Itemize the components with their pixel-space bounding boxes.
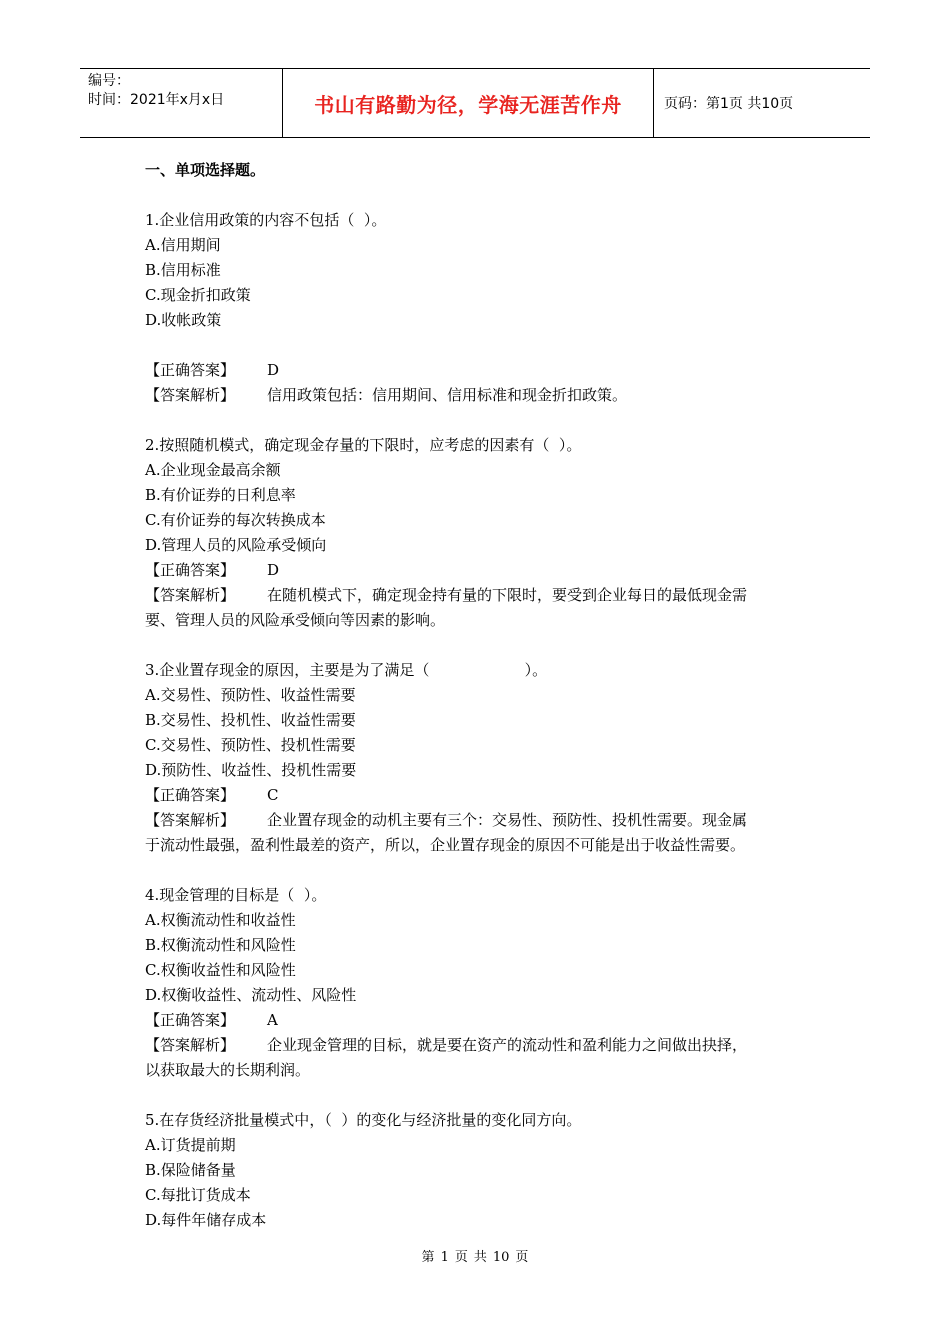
answer-value: C <box>267 786 279 804</box>
page-footer <box>0 1246 950 1265</box>
section-title: 一、单项选择题。 <box>145 161 266 179</box>
analysis-line <box>145 1033 815 1058</box>
option-d: D.预防性、收益性、投机性需要 <box>145 761 357 779</box>
header-motto: 书山有路勤为径，学海无涯苦作舟 <box>282 69 654 137</box>
option-b: B.交易性、投机性、收益性需要 <box>145 711 356 729</box>
option-a: A.信用期间 <box>145 236 221 254</box>
answer-label: 【正确答案】 <box>145 561 236 579</box>
answer-value: D <box>267 561 280 579</box>
question-stem: 1.企业信用政策的内容不包括（ ）。 <box>145 211 387 229</box>
answer-value: D <box>267 361 280 379</box>
question-stem: 2.按照随机模式，确定现金存量的下限时，应考虑的因素有（ ）。 <box>145 436 582 454</box>
option-b: B.权衡流动性和风险性 <box>145 936 296 954</box>
analysis-label: 【答案解析】 <box>145 386 236 404</box>
analysis-label: 【答案解析】 <box>145 811 236 829</box>
option-d: D.权衡收益性、流动性、风险性 <box>145 986 357 1004</box>
option-b: B.有价证券的日利息率 <box>145 486 296 504</box>
footer-total-pages: 10 <box>492 1250 510 1265</box>
footer-di: 第 <box>421 1250 435 1265</box>
analysis-line <box>145 383 815 408</box>
analysis-line <box>145 583 815 608</box>
footer-ye: 页 <box>454 1250 468 1265</box>
analysis-label: 【答案解析】 <box>145 1036 236 1054</box>
question-content <box>145 158 815 1258</box>
analysis-text: 信用政策包括：信用期间、信用标准和现金折扣政策。 <box>267 386 628 404</box>
analysis-label: 【答案解析】 <box>145 586 236 604</box>
question-4 <box>145 883 815 1083</box>
header-page-info: 页码：第1页 共10页 <box>664 96 794 112</box>
option-c: C.交易性、预防性、投机性需要 <box>145 736 356 754</box>
option-d: D.管理人员的风险承受倾向 <box>145 536 327 554</box>
answer-label: 【正确答案】 <box>145 1011 236 1029</box>
option-a: A.权衡流动性和收益性 <box>145 911 296 929</box>
footer-ye2: 页 <box>515 1250 529 1265</box>
analysis-text: 企业现金管理的目标，就是要在资产的流动性和盈利能力之间做出抉择， <box>267 1036 748 1054</box>
analysis-text: 在随机模式下，确定现金持有量的下限时，要受到企业每日的最低现金需 <box>267 586 748 604</box>
answer-value: A <box>267 1011 278 1029</box>
document-number: 编号： <box>88 73 130 89</box>
document-time: 时间：2021年x月x日 <box>88 92 225 108</box>
analysis-continuation: 于流动性最强，盈利性最差的资产，所以，企业置存现金的原因不可能是出于收益性需要。 <box>145 836 746 854</box>
footer-gong: 共 <box>473 1250 487 1265</box>
analysis-line <box>145 808 815 833</box>
question-2 <box>145 433 815 633</box>
question-stem: 5.在存货经济批量模式中，（ ）的变化与经济批量的变化同方向。 <box>145 1111 582 1129</box>
option-b: B.保险储备量 <box>145 1161 236 1179</box>
option-a: A.订货提前期 <box>145 1136 236 1154</box>
option-a: A.企业现金最高余额 <box>145 461 281 479</box>
header-meta <box>80 69 282 137</box>
question-3 <box>145 658 815 858</box>
analysis-continuation: 以获取最大的长期利润。 <box>145 1061 311 1079</box>
answer-label: 【正确答案】 <box>145 361 236 379</box>
page-header <box>80 68 870 138</box>
option-c: C.每批订货成本 <box>145 1186 251 1204</box>
blank-line <box>145 333 815 358</box>
question-stem: 4.现金管理的目标是（ ）。 <box>145 886 327 904</box>
option-b: B.信用标准 <box>145 261 221 279</box>
answer-line <box>145 558 815 583</box>
question-5 <box>145 1108 815 1233</box>
analysis-text: 企业置存现金的动机主要有三个：交易性、预防性、投机性需要。现金属 <box>267 811 748 829</box>
option-c: C.现金折扣政策 <box>145 286 251 304</box>
question-stem: 3.企业置存现金的原因，主要是为了满足（ ）。 <box>145 661 548 679</box>
answer-line <box>145 783 815 808</box>
answer-line <box>145 358 815 383</box>
option-d: D.收帐政策 <box>145 311 222 329</box>
analysis-continuation: 要、管理人员的风险承受倾向等因素的影响。 <box>145 611 446 629</box>
option-d: D.每件年储存成本 <box>145 1211 267 1229</box>
option-c: C.有价证券的每次转换成本 <box>145 511 326 529</box>
option-c: C.权衡收益性和风险性 <box>145 961 296 979</box>
answer-label: 【正确答案】 <box>145 786 236 804</box>
answer-line <box>145 1008 815 1033</box>
option-a: A.交易性、预防性、收益性需要 <box>145 686 356 704</box>
question-1 <box>145 208 815 408</box>
footer-page-number: 1 <box>440 1250 449 1265</box>
